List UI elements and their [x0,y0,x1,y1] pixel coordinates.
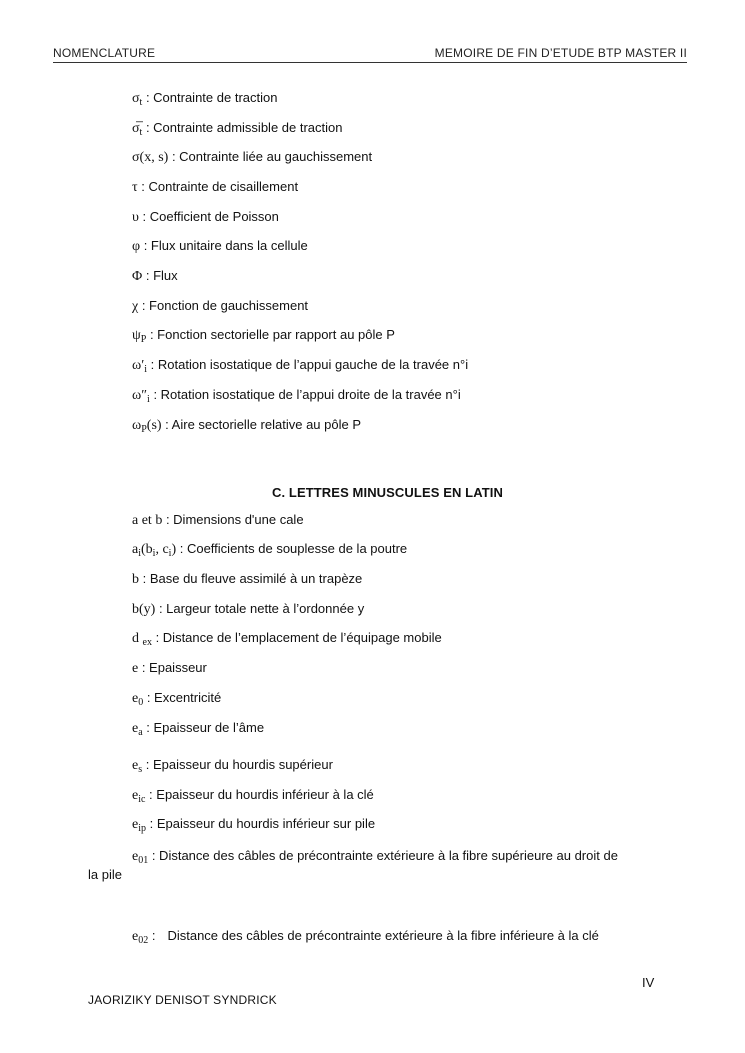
symbol: φ [132,239,141,254]
definition: : Largeur totale nette à l’ordonnée y [155,601,365,616]
definition: : Base du fleuve assimilé à un trapèze [139,571,363,586]
nomenclature-entry-d-ex [132,630,442,651]
nomenclature-entry-e01 [132,848,618,869]
definition: : Rotation isostatique de l’appui gauche de la travée n°i [147,357,469,372]
symbol: σ̅ [132,121,140,136]
definition: : Excentricité [143,690,222,705]
symbol-tail: , c [155,542,169,557]
definition-separator: : [148,928,156,943]
definition: : Flux [142,268,178,283]
subscript: ip [138,823,146,834]
symbol: e [132,817,139,832]
definition: : Fonction de gauchissement [138,298,309,313]
definition: : Contrainte de cisaillement [137,179,299,194]
definition: : Flux unitaire dans la cellule [140,238,308,253]
definition: : Contrainte liée au gauchissement [168,149,373,164]
nomenclature-entry-phi-lower [132,238,308,255]
subscript: i [147,394,150,405]
symbol: χ [132,299,139,314]
symbol: e [132,758,139,773]
symbol: τ [132,180,138,195]
symbol: ψ [132,328,141,343]
page-header [53,42,687,63]
definition: : Fonction sectorielle par rapport au pôle P [146,327,395,342]
definition: : Distance de l’emplacement de l’équipage mobile [151,630,442,645]
symbol: a et b [132,513,163,528]
subscript: t [139,127,143,138]
definition: : Epaisseur du hourdis supérieur [142,757,333,772]
symbol: e [132,929,139,944]
symbol: b [132,572,139,587]
nomenclature-entry-ai-bi-ci [132,541,407,562]
symbol-tail: ) [171,542,177,557]
symbol: ω″ [132,388,148,403]
subscript: i [138,548,141,559]
definition: : Rotation isostatique de l’appui droite de la travée n°i [149,387,461,402]
nomenclature-entry-chi [132,298,308,315]
symbol-tail: (s) [146,418,162,433]
footer-author: JAORIZIKY DENISOT SYNDRICK [88,993,277,1007]
symbol: e [132,661,139,676]
subscript: 0 [138,697,144,708]
definition: : Epaisseur du hourdis inférieur sur pile [146,816,376,831]
definition: : Coefficients de souplesse de la poutre [176,541,408,556]
definition: : Contrainte admissible de traction [142,120,343,135]
nomenclature-entry-psi-p [132,327,395,348]
definition: : Dimensions d'une cale [162,512,304,527]
symbol: Φ [132,269,143,284]
nomenclature-entry-sigma-bar-t [132,120,342,141]
definition: : Contrainte de traction [142,90,278,105]
nomenclature-entry-es [132,757,333,778]
symbol-tail: (b [141,542,153,557]
definition: : Coefficient de Poisson [138,209,279,224]
definition: : Aire sectorielle relative au pôle P [161,417,361,432]
subscript: i [152,548,156,559]
symbol: b(y) [132,602,156,617]
subscript: i [168,548,172,559]
nomenclature-entry-omega-p-s [132,417,361,438]
subscript: 02 [138,935,149,946]
nomenclature-entry-phi-upper [132,268,178,285]
definition: : Distance des câbles de précontrainte extérieure à la fibre supérieure au droit de [148,848,618,863]
nomenclature-entry-tau [132,179,298,196]
header-left-title: NOMENCLATURE [53,46,156,60]
symbol: σ [132,91,140,106]
nomenclature-entry-ea [132,720,264,741]
symbol: a [132,542,139,557]
nomenclature-entry-sigma-xs [132,149,372,166]
subscript: P [140,334,147,345]
nomenclature-entry-b-y [132,601,364,618]
symbol: ω′ [132,358,145,373]
nomenclature-entry-sigma-t [132,90,277,111]
header-right-title: MEMOIRE DE FIN D’ETUDE BTP MASTER II [434,46,687,60]
nomenclature-entry-omega-double-prime-i [132,387,461,408]
nomenclature-entry-upsilon [132,209,279,226]
definition: : Epaisseur de l’âme [142,720,265,735]
symbol: d [132,631,143,646]
nomenclature-entry-omega-prime-i [132,357,468,378]
subscript: P [141,424,147,435]
subscript: t [139,97,143,108]
subscript: ex [142,637,152,648]
subscript: ic [138,794,146,805]
symbol: e [132,849,139,864]
nomenclature-entry-b [132,571,362,588]
definition: : Epaisseur [138,660,207,675]
symbol: ω [132,418,142,433]
page-number: IV [642,975,655,990]
subscript: 01 [138,855,149,866]
nomenclature-entry-e01-continuation: la pile [88,867,122,882]
section-c-title: C. LETTRES MINUSCULES EN LATIN [272,485,503,500]
nomenclature-entry-eip [132,816,375,837]
subscript: i [144,364,148,375]
nomenclature-entry-e0 [132,690,221,711]
symbol: e [132,691,139,706]
nomenclature-entry-e02 [132,928,599,949]
symbol: υ [132,210,139,225]
nomenclature-entry-e [132,660,207,677]
subscript: a [138,727,143,738]
symbol: e [132,788,139,803]
definition: : Epaisseur du hourdis inférieur à la clé [145,787,374,802]
symbol: σ(x, s) [132,150,169,165]
nomenclature-entry-eic [132,787,374,808]
subscript: s [138,764,143,775]
nomenclature-entry-a-et-b [132,512,304,529]
definition: Distance des câbles de précontrainte extérieure à la fibre inférieure à la clé [167,928,599,943]
symbol: e [132,721,139,736]
